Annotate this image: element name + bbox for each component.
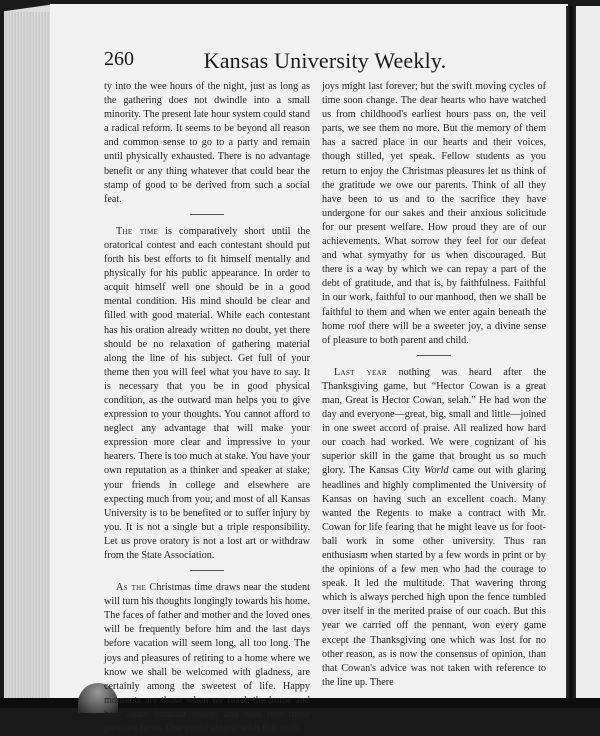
lead-in-small-caps: The time	[116, 225, 159, 237]
section-divider	[190, 214, 224, 215]
lead-in-small-caps: Last year	[334, 366, 387, 378]
book-gutter	[566, 6, 576, 698]
right-column	[322, 80, 546, 690]
facing-page-edge	[576, 6, 600, 698]
book-page-edges	[4, 12, 51, 702]
page-number: 260	[104, 48, 134, 70]
left-column	[104, 80, 310, 736]
paragraph-christmas: As the Christmas time draws near the student will turn his thoughts longingly towards his home. The faces of father and mother and the loved ones will be frequently before him and the last days before vacation will seem long, all too long. The joys and pleasures of retiring to a home where we know we shall be welcomed with gladness, are certainly among the sweetest of life. Happy moments are those when we reach the home and hear again familiar voices and look into those pleasant faces. One could almost wish that such	[104, 582, 310, 735]
section-divider	[417, 355, 451, 356]
paragraph-oratorical-contest: The time is comparatively short until the oratorical contest and each contestant should put forth his best efforts to fit himself mentally and physically for his public appearance. In order to acquit himself well one should be in a good mental condition. His mind should be clear and filled with good material. While each contestant has his oration already written no doubt, yet there should be no relaxation of gathering material along the line of his subject. Get full of your theme then you will feel what you have to say. It is necessary that you be in good physical condition, as the outward man helps you to give expression to your thoughts. You cannot afford to neglect any advantage that will make your expression more clear and impressive to your hearers. There is too much at stake. You have your own reputation as a thinker and speaker at stake; your friends in college and elsewhere are expecting much from you; and most of all Kansas University is to be benefited or to suffer injury by you. It is not a single but a triple responsibility. Let us prove oratory is not a lost art or withdraw from the State Association.	[104, 225, 310, 561]
newspaper-title: World	[424, 465, 449, 477]
lead-in-small-caps: As the	[116, 582, 147, 594]
section-divider	[190, 570, 224, 571]
paragraph-late-hours: ty into the wee hours of the night, just as long as the gathering does not dwindle into a small minority. The present late hour system could stand a radical reform. It seems to be beyond all reason and common sense to go to a party and remain until physically exhausted. There is no advantage benefit or any thing whatever that could bear the stamp of good to be derived from such a social feat.	[104, 81, 310, 205]
paragraph-hector-cowan: Last year nothing was heard after the Thanksgiving game, but “Hector Cowan is a great man, Great is Hector Cowan, selah.” He had won the day and everyone—great, big, small and little—joined in one sweet accord of praise. All realized how hard our coach had worked. We were cognizant of his superior skill in the game that brought us so much glory. The Kansas City World came out with glaring headlines and highly complimented the University of Kansas on having such an excellent coach. Many wanted the Regents to make a contract with Mr. Cowan for life fearing that he might leave us for foot-ball work in some other university. Thus ran enthusiasm when started by a few words in print or by the opinions of a few men who had the courage to speak. It led the multitude. That wavering throng which is always perched high upon the fence tumbled over itself in the merited praise of our coach. But this year we carried off the pennant, won every game except the Thanksgiving one which was lost for no other reason, as is now the consensus of opinion, than that Cowan's advice was not taken with reference to the line up. There	[322, 366, 547, 688]
journal-title: Kansas University Weekly.	[203, 48, 447, 73]
running-header	[104, 48, 546, 78]
paragraph-christmas-continued: joys might last forever; but the swift moving cycles of time soon change. The dear hearts who have watched us from childhood's earliest hours pass on, the veil parts, we see them no more. But the memory of them has a sacred place in our hearts and their voices, though stilled, yet speak. Fellow students as you return to enjoy the Christmas pleasures let us think of the gratitude we owe our parents. Think of all they have been to us and to the sacrifice they have undergone for our sakes and their anxious solicitude for our present welfare. How proud they are of our achievements. What sorrow they feel for our defeat and what symyathy for us when discouraged. But there is a way by which we can repay a part of the debt of gratitude, and that is, by faithfulness. Faithful in our work, faithful to our manhood, then we shall be faithful to them and when we enter again beneath the home roof there will be a sweeter joy, a divine sense of pleasure to both parent and child.	[322, 81, 546, 346]
